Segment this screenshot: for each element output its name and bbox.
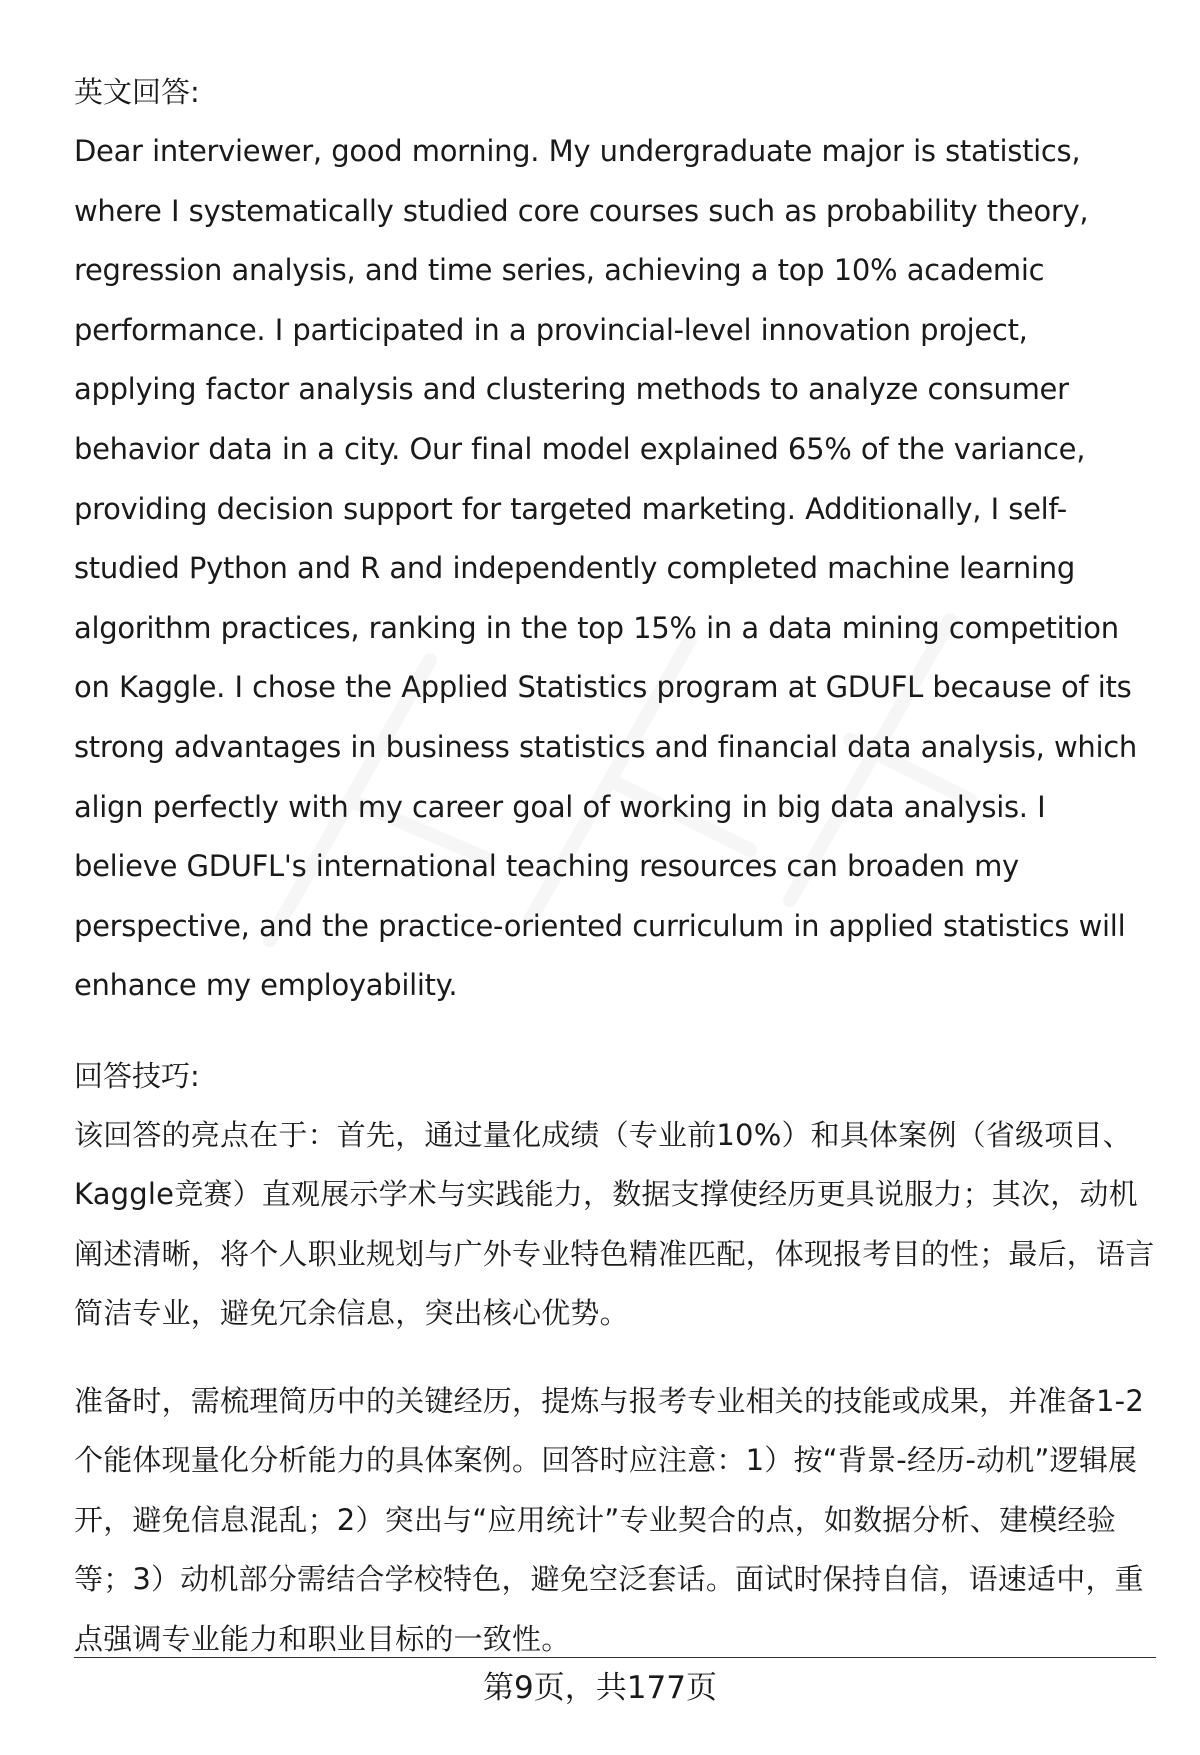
english-answer-text: Dear interviewer, good morning. My undergraduate major is statistics, where I systematically studied core courses such as probability theory, regression analysis, and time series, achieving a top 10% academic performance. I participated in a provincial-level innovation project, applying factor analysis and clustering methods to analyze consumer behavior data in a city. Our final model explained 65% of the variance, providing decision support for targeted marketing. Additionally, I self-studied Python and R and independently completed machine learning algorithm practices, ranking in the top 15% in a data mining competition on Kaggle. I chose the Applied Statistics program at GDUFL because of its strong advantages in business statistics and financial data analysis, which align perfectly with my career goal of working in big data analysis. I believe GDUFL's international teaching resources can broaden my perspective, and the practice-oriented curriculum in applied statistics will enhance my employability. [74,134,1137,1003]
page-indicator: 第9页，共177页 [483,1670,717,1706]
page-content [74,62,1156,1669]
footer-divider [74,1657,1156,1658]
tips-paragraph-2: 准备时，需梳理简历中的关键经历，提炼与报考专业相关的技能或成果，并准备1-2个能体现量化分析能力的具体案例。回答时应注意：1）按“背景-经历-动机”逻辑展开，避免信息混乱；2）突出与“应用统计”专业契合的点，如数据分析、建模经验等；3）动机部分需结合学校特色，避免空泛套话。面试时保持自信，语速适中，重点强调专业能力和职业目标的一致性。 [74,1383,1144,1656]
tips-paragraph-1: 该回答的亮点在于：首先，通过量化成绩（专业前10%）和具体案例（省级项目、Kaggle竞赛）直观展示学术与实践能力，数据支撑使经历更具说服力；其次，动机阐述清晰，将个人职业规划与广外专业特色精准匹配，体现报考目的性；最后，语言简洁专业，避免冗余信息，突出核心优势。 [74,1117,1155,1331]
english-answer-label: 英文回答: [74,75,200,109]
tips-label: 回答技巧: [74,1058,200,1093]
